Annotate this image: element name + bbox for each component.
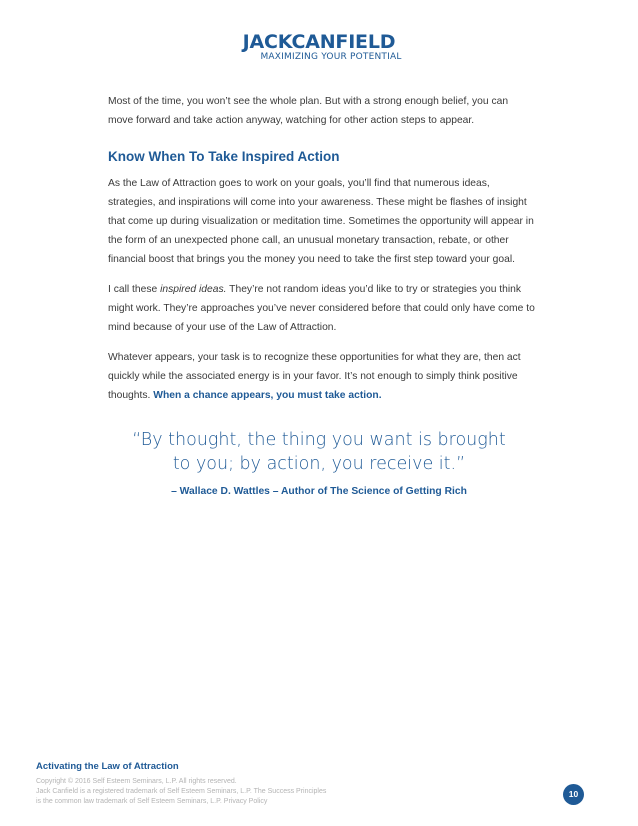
paragraph-inspired-ideas: [108, 280, 536, 337]
quote-line-2: to you; by action, you receive it.”: [172, 454, 466, 474]
page-number-badge: 10: [563, 784, 584, 805]
paragraph-take-action: [108, 348, 536, 405]
logo-subtitle: MAXIMIZING YOUR POTENTIAL: [260, 52, 402, 62]
legal-line-3: is the common law trademark of Self Esteem Seminars, L.P. Privacy Policy: [36, 798, 268, 805]
paragraph-text: I call these: [108, 284, 161, 295]
document-body: [108, 92, 536, 405]
inspired-ideas-italic: inspired ideas.: [160, 284, 227, 295]
legal-line-2: Jack Canfield is a registered trademark of Self Esteem Seminars, L.P. The Success Principles: [36, 788, 327, 795]
take-action-emphasis: When a chance appears, you must take action.: [153, 390, 382, 401]
logo-title: JACKCANFIELD: [242, 31, 396, 53]
quote-line-1: “By thought, the thing you want is brought: [132, 430, 506, 450]
footer-legal: [36, 777, 456, 807]
paragraph-text: They’re not random ideas you’d like to try or strategies you think might work. They’re approaches you’ve never considered before that could only have come to mind because of your use of the Law of Attraction.: [108, 284, 535, 333]
pull-quote: [0, 428, 638, 476]
footer-title: Activating the Law of Attraction: [36, 761, 179, 772]
intro-paragraph: Most of the time, you won’t see the whole plan. But with a strong enough belief, you can move forward and take action anyway, watching for other action steps to appear.: [108, 96, 509, 126]
quote-attribution: – Wallace D. Wattles – Author of The Science of Getting Rich: [171, 486, 467, 497]
paragraph-law-of-attraction: As the Law of Attraction goes to work on your goals, you’ll find that numerous ideas, strategies, and inspirations will come into your awareness. These might be flashes of insight that come up during visualization or meditation time. Sometimes the opportunity will appear in the form of an unexpected phone call, an unusual monetary transaction, rebate, or other financial boost that brings you the money you need to take the first step toward your goal.: [108, 178, 534, 265]
section-heading: Know When To Take Inspired Action: [108, 149, 340, 164]
paragraph-text: Whatever appears, your task is to recognize these opportunities for what they are, then act quickly while the associated energy is in your favor. It’s not enough to simply think positive thoughts.: [108, 352, 521, 401]
legal-line-1: Copyright © 2016 Self Esteem Seminars, L.P. All rights reserved.: [36, 778, 237, 785]
brand-logo: [0, 32, 638, 62]
